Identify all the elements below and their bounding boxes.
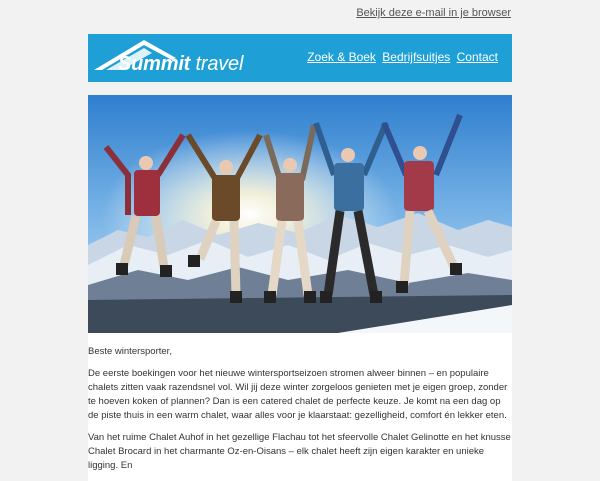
paragraph-chalets: Van het ruime Chalet Auhof in het gezellige Flachau tot het sfeervolle Chalet Gelinotte en het knusse Chalet Brocard in het charmante Oz-en-Oisans – elk chalet heeft zijn eigen karakter en unieke ligging. En [88,432,511,471]
summit-travel-logo[interactable] [92,36,242,80]
top-bar [0,0,600,28]
nav-contact[interactable]: Contact [456,50,498,64]
hero-image-skiers-jumping[interactable] [88,95,512,333]
email-body [88,333,512,473]
email-header [88,34,512,82]
nav-zoek-boek[interactable]: Zoek & Boek [307,50,376,64]
brand-name-light: travel [195,53,244,75]
brand-name [118,53,243,76]
greeting: Beste wintersporter, [88,346,172,357]
view-in-browser-link[interactable]: Bekijk deze e-mail in je browser [356,7,511,19]
email-container [88,34,512,481]
brand-name-bold: Summit [118,53,191,75]
body-text [88,333,512,473]
paragraph-intro: De eerste boekingen voor het nieuwe wintersportseizoen stromen alweer binnen – en populaire chalets zitten vaak razendsnel vol. Wil jij deze winter zorgeloos genieten met je eigen groep, zonder te hoeven koken of plannen? Dan is een catered chalet de perfecte keuze. Je komt na een dag op de piste thuis in een warm chalet, waar alles voor je klaarstaat: gezelligheid, comfort én lekker eten. [88,368,508,421]
header-spacer [88,82,512,95]
nav-bedrijfsuitjes[interactable]: Bedrijfsuitjes [382,50,451,64]
header-nav [304,50,498,64]
